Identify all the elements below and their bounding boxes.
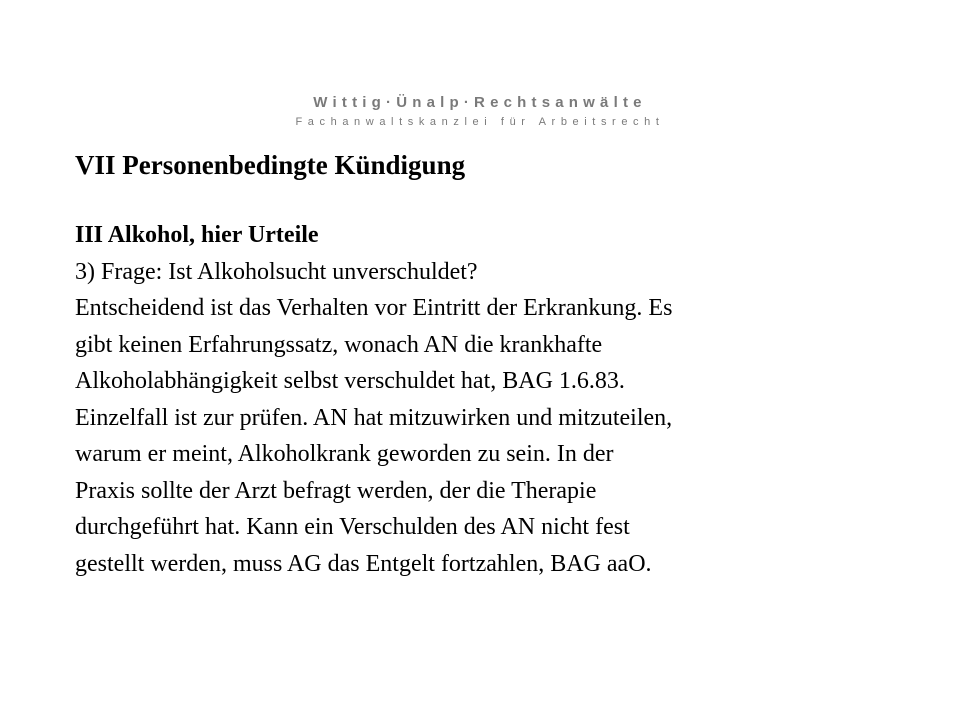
body-line: Alkoholabhängigkeit selbst verschuldet hat, BAG 1.6.83. (75, 368, 625, 394)
body-line: gibt keinen Erfahrungssatz, wonach AN die krankhafte (75, 331, 603, 358)
section-subheading: III Alkohol, hier Urteile (75, 222, 319, 248)
firm-name: Wittig·Ünalp·Rechtsanwälte (313, 94, 647, 111)
body-line: Praxis sollte der Arzt befragt werden, der die Therapie (75, 477, 597, 504)
body-line: durchgeführt hat. Kann ein Verschulden des AN nicht fest (75, 514, 630, 540)
body-line: Entscheidend ist das Verhalten vor Eintritt der Erkrankung. Es (75, 295, 673, 321)
slide-title: VII Personenbedingte Kündigung (75, 150, 466, 180)
slide-body (75, 217, 895, 582)
body-line: Einzelfall ist zur prüfen. AN hat mitzuwirken und mitzuteilen, (75, 404, 673, 431)
firm-subtitle: Fachanwaltskanzlei für Arbeitsrecht (295, 116, 665, 128)
body-line: warum er meint, Alkoholkrank geworden zu sein. In der (75, 441, 614, 467)
body-line: gestellt werden, muss AG das Entgelt fortzahlen, BAG aaO. (75, 550, 652, 577)
body-line-question: 3) Frage: Ist Alkoholsucht unverschuldet? (75, 258, 478, 285)
